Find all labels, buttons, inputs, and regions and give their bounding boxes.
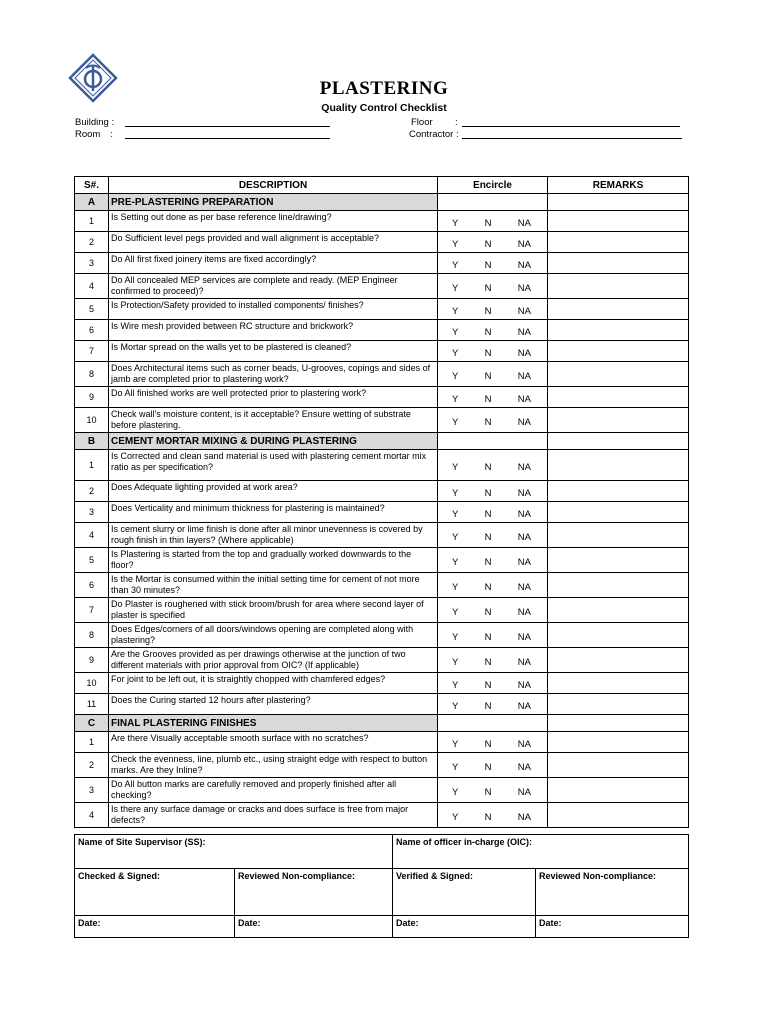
option-na[interactable]: NA (517, 347, 531, 359)
remarks-cell[interactable] (548, 648, 689, 673)
option-y[interactable]: Y (452, 282, 459, 294)
checklist-row (75, 299, 689, 320)
remarks-cell[interactable] (548, 694, 689, 715)
option-y[interactable]: Y (452, 786, 459, 798)
item-number: 5 (75, 548, 109, 573)
remarks-cell[interactable] (548, 548, 689, 573)
option-y[interactable]: Y (452, 259, 459, 271)
option-na[interactable]: NA (517, 326, 531, 338)
checklist-row (75, 648, 689, 673)
option-y[interactable]: Y (452, 416, 459, 428)
option-na[interactable]: NA (517, 487, 531, 499)
option-y[interactable]: Y (452, 217, 459, 229)
encircle-options (438, 673, 548, 694)
checklist-row (75, 548, 689, 573)
verified-signed-field[interactable]: Verified & Signed: (393, 869, 536, 916)
checklist-row (75, 778, 689, 803)
option-y[interactable]: Y (452, 461, 459, 473)
encircle-options (438, 548, 548, 573)
encircle-options (438, 623, 548, 648)
encircle-options (438, 803, 548, 828)
item-description: Check the evenness, line, plumb etc., using straight edge with respect to button marks. Are they Inline? (109, 753, 438, 778)
option-n[interactable]: N (484, 811, 492, 823)
option-n[interactable]: N (484, 487, 492, 499)
item-number: 2 (75, 753, 109, 778)
option-na[interactable]: NA (517, 508, 531, 520)
section-remarks-blank (548, 715, 689, 732)
remarks-cell[interactable] (548, 753, 689, 778)
item-number: 9 (75, 648, 109, 673)
item-number: 10 (75, 408, 109, 433)
option-n[interactable]: N (484, 305, 492, 317)
remarks-cell[interactable] (548, 523, 689, 548)
encircle-options (438, 648, 548, 673)
encircle-options (438, 211, 548, 232)
section-remarks-blank (548, 194, 689, 211)
floor-colon: : (455, 117, 458, 128)
item-description: Do All finished works are well protected prior to plastering work? (109, 387, 438, 408)
item-number: 8 (75, 362, 109, 387)
ynna-group (440, 256, 545, 271)
section-remarks-blank (548, 433, 689, 450)
option-y[interactable]: Y (452, 581, 459, 593)
encircle-options (438, 753, 548, 778)
document-title: PLASTERING (319, 78, 449, 99)
section-code: A (75, 194, 109, 211)
item-description: Does Adequate lighting provided at work area? (109, 481, 438, 502)
ynna-group (440, 603, 545, 618)
checklist-row (75, 732, 689, 753)
ynna-group (440, 758, 545, 773)
ynna-group (440, 302, 545, 317)
remarks-cell[interactable] (548, 274, 689, 299)
col-encircle-header: Encircle (438, 177, 548, 194)
option-y[interactable]: Y (452, 370, 459, 382)
option-na[interactable]: NA (517, 811, 531, 823)
remarks-cell[interactable] (548, 803, 689, 828)
option-y[interactable]: Y (452, 700, 459, 712)
item-number: 7 (75, 598, 109, 623)
section-encircle-blank (438, 433, 548, 450)
option-y[interactable]: Y (452, 347, 459, 359)
item-number: 2 (75, 232, 109, 253)
date-field-1[interactable]: Date: (75, 916, 235, 938)
checklist-row (75, 694, 689, 715)
item-description: For joint to be left out, it is straightly chopped with chamfered edges? (109, 673, 438, 694)
remarks-cell[interactable] (548, 732, 689, 753)
checklist-row (75, 232, 689, 253)
item-description: Do All button marks are carefully removed and properly finished after all checking? (109, 778, 438, 803)
item-number: 1 (75, 211, 109, 232)
date-field-3[interactable]: Date: (393, 916, 536, 938)
option-na[interactable]: NA (517, 370, 531, 382)
checklist-row (75, 253, 689, 274)
option-y[interactable]: Y (452, 761, 459, 773)
option-n[interactable]: N (484, 238, 492, 250)
option-y[interactable]: Y (452, 508, 459, 520)
option-na[interactable]: NA (517, 606, 531, 618)
section-title: FINAL PLASTERING FINISHES (109, 715, 438, 732)
option-y[interactable]: Y (452, 238, 459, 250)
remarks-cell[interactable] (548, 778, 689, 803)
option-na[interactable]: NA (517, 531, 531, 543)
ynna-group (440, 653, 545, 668)
checklist-row (75, 320, 689, 341)
remarks-cell[interactable] (548, 408, 689, 433)
item-description: Do All concealed MEP services are complete and ready. (MEP Engineer confirmed to proceed)? (109, 274, 438, 299)
remarks-cell[interactable] (548, 598, 689, 623)
ynna-group (440, 553, 545, 568)
ynna-group (440, 697, 545, 712)
item-description: Does the Curing started 12 hours after plastering? (109, 694, 438, 715)
remarks-cell[interactable] (548, 573, 689, 598)
building-label: Building : (75, 117, 115, 128)
building-field[interactable] (125, 126, 330, 127)
option-na[interactable]: NA (517, 631, 531, 643)
option-y[interactable]: Y (452, 305, 459, 317)
checklist-table (74, 176, 689, 828)
checklist-row (75, 481, 689, 502)
option-y[interactable]: Y (452, 811, 459, 823)
room-label: Room (75, 129, 101, 140)
item-description: Is there any surface damage or cracks and does surface is free from major defects? (109, 803, 438, 828)
item-number: 5 (75, 299, 109, 320)
encircle-options (438, 732, 548, 753)
item-number: 6 (75, 573, 109, 598)
item-description: Do All first fixed joinery items are fixed accordingly? (109, 253, 438, 274)
encircle-options (438, 502, 548, 523)
item-description: Do Plaster is roughened with stick broom/brush for area where second layer of plaster is specified (109, 598, 438, 623)
option-na[interactable]: NA (517, 700, 531, 712)
option-n[interactable]: N (484, 700, 492, 712)
option-n[interactable]: N (484, 606, 492, 618)
item-number: 3 (75, 778, 109, 803)
section-code: B (75, 433, 109, 450)
option-n[interactable]: N (484, 508, 492, 520)
site-supervisor-name-field[interactable]: Name of Site Supervisor (SS): (75, 835, 393, 869)
ynna-group (440, 578, 545, 593)
item-description: Is Protection/Safety provided to installed components/ finishes? (109, 299, 438, 320)
ynna-group (440, 505, 545, 520)
option-na[interactable]: NA (517, 259, 531, 271)
ynna-group (440, 344, 545, 359)
item-number: 4 (75, 803, 109, 828)
document-subtitle: Quality Control Checklist (321, 102, 447, 114)
option-n[interactable]: N (484, 786, 492, 798)
item-number: 3 (75, 502, 109, 523)
option-n[interactable]: N (484, 326, 492, 338)
checklist-row (75, 753, 689, 778)
item-description: Are there Visually acceptable smooth surface with no scratches? (109, 732, 438, 753)
item-number: 10 (75, 673, 109, 694)
remarks-cell[interactable] (548, 320, 689, 341)
room-field[interactable] (125, 138, 330, 139)
item-number: 2 (75, 481, 109, 502)
ynna-group (440, 235, 545, 250)
option-y[interactable]: Y (452, 656, 459, 668)
remarks-cell[interactable] (548, 211, 689, 232)
section-header-row (75, 433, 689, 450)
option-y[interactable]: Y (452, 326, 459, 338)
option-n[interactable]: N (484, 556, 492, 568)
section-encircle-blank (438, 715, 548, 732)
room-colon: : (110, 129, 113, 140)
option-n[interactable]: N (484, 738, 492, 750)
option-na[interactable]: NA (517, 305, 531, 317)
col-description-header: DESCRIPTION (109, 177, 438, 194)
option-na[interactable]: NA (517, 656, 531, 668)
remarks-cell[interactable] (548, 299, 689, 320)
checklist-row (75, 573, 689, 598)
item-description: Is Setting out done as per base reference line/drawing? (109, 211, 438, 232)
item-number: 6 (75, 320, 109, 341)
option-n[interactable]: N (484, 347, 492, 359)
option-y[interactable]: Y (452, 393, 459, 405)
option-na[interactable]: NA (517, 761, 531, 773)
remarks-cell[interactable] (548, 450, 689, 481)
date-field-4[interactable]: Date: (536, 916, 689, 938)
ynna-group (440, 628, 545, 643)
option-y[interactable]: Y (452, 738, 459, 750)
option-n[interactable]: N (484, 259, 492, 271)
ynna-group (440, 528, 545, 543)
ynna-group (440, 783, 545, 798)
remarks-cell[interactable] (548, 253, 689, 274)
encircle-options (438, 778, 548, 803)
section-header-row (75, 715, 689, 732)
checklist-row (75, 387, 689, 408)
encircle-options (438, 450, 548, 481)
option-y[interactable]: Y (452, 606, 459, 618)
item-description: Is Mortar spread on the walls yet to be plastered is cleaned? (109, 341, 438, 362)
ynna-group (440, 279, 545, 294)
ynna-group (440, 735, 545, 750)
floor-label: Floor (411, 117, 433, 128)
remarks-cell[interactable] (548, 481, 689, 502)
item-number: 11 (75, 694, 109, 715)
col-remarks-header: REMARKS (548, 177, 689, 194)
ynna-group (440, 214, 545, 229)
option-n[interactable]: N (484, 761, 492, 773)
item-description: Is Plastering is started from the top and gradually worked downwards to the floor? (109, 548, 438, 573)
remarks-cell[interactable] (548, 362, 689, 387)
section-title: PRE-PLASTERING PREPARATION (109, 194, 438, 211)
ynna-group (440, 484, 545, 499)
option-na[interactable]: NA (517, 581, 531, 593)
option-y[interactable]: Y (452, 631, 459, 643)
ynna-group (440, 808, 545, 823)
encircle-options (438, 362, 548, 387)
option-y[interactable]: Y (452, 531, 459, 543)
section-encircle-blank (438, 194, 548, 211)
option-n[interactable]: N (484, 416, 492, 428)
option-y[interactable]: Y (452, 487, 459, 499)
item-description: Is Corrected and clean sand material is used with plastering cement mortar mix ratio as per specification? (109, 450, 438, 481)
item-description: Check wall's moisture content, is it acceptable? Ensure wetting of substrate before plastering. (109, 408, 438, 433)
encircle-options (438, 387, 548, 408)
item-description: Is the Mortar is consumed within the initial setting time for cement of not more than 30 minutes? (109, 573, 438, 598)
item-description: Does Edges/corners of all doors/windows opening are completed along with plastering? (109, 623, 438, 648)
table-header-row (75, 177, 689, 194)
encircle-options (438, 253, 548, 274)
reviewed-noncompliance-field-1[interactable]: Reviewed Non-compliance: (235, 869, 393, 916)
item-description: Is Wire mesh provided between RC structure and brickwork? (109, 320, 438, 341)
option-n[interactable]: N (484, 217, 492, 229)
encircle-options (438, 320, 548, 341)
encircle-options (438, 481, 548, 502)
encircle-options (438, 523, 548, 548)
reviewed-noncompliance-field-2[interactable]: Reviewed Non-compliance: (536, 869, 689, 916)
item-description: Are the Grooves provided as per drawings otherwise at the junction of two different materials with prior approval from OIC? (If applicable) (109, 648, 438, 673)
option-n[interactable]: N (484, 679, 492, 691)
option-na[interactable]: NA (517, 282, 531, 294)
item-number: 8 (75, 623, 109, 648)
item-number: 4 (75, 274, 109, 299)
item-number: 1 (75, 450, 109, 481)
option-n[interactable]: N (484, 656, 492, 668)
floor-field[interactable] (462, 126, 680, 127)
ynna-group (440, 390, 545, 405)
ynna-group (440, 458, 545, 473)
date-field-2[interactable]: Date: (235, 916, 393, 938)
checklist-row (75, 598, 689, 623)
item-description: Does Architectural items such as corner beads, U-grooves, copings and sides of jamb are completed prior to plastering work? (109, 362, 438, 387)
option-y[interactable]: Y (452, 556, 459, 568)
encircle-options (438, 274, 548, 299)
remarks-cell[interactable] (548, 502, 689, 523)
signature-table (74, 834, 689, 938)
checklist-row (75, 408, 689, 433)
option-n[interactable]: N (484, 531, 492, 543)
encircle-options (438, 299, 548, 320)
contractor-field[interactable] (462, 138, 682, 139)
option-na[interactable]: NA (517, 679, 531, 691)
encircle-options (438, 573, 548, 598)
item-description: Is cement slurry or lime finish is done after all minor unevenness is covered by rough finish in thin layers? (Where applicable) (109, 523, 438, 548)
remarks-cell[interactable] (548, 341, 689, 362)
checklist-row (75, 803, 689, 828)
option-na[interactable]: NA (517, 556, 531, 568)
option-na[interactable]: NA (517, 416, 531, 428)
option-na[interactable]: NA (517, 217, 531, 229)
checklist-row (75, 673, 689, 694)
item-number: 4 (75, 523, 109, 548)
option-n[interactable]: N (484, 393, 492, 405)
col-sn-header: S#. (75, 177, 109, 194)
option-na[interactable]: NA (517, 461, 531, 473)
section-header-row (75, 194, 689, 211)
option-y[interactable]: Y (452, 679, 459, 691)
ynna-group (440, 367, 545, 382)
encircle-options (438, 598, 548, 623)
contractor-label: Contractor : (409, 129, 459, 140)
remarks-cell[interactable] (548, 623, 689, 648)
ynna-group (440, 676, 545, 691)
checked-signed-field[interactable]: Checked & Signed: (75, 869, 235, 916)
remarks-cell[interactable] (548, 232, 689, 253)
item-description: Do Sufficient level pegs provided and wall alignment is acceptable? (109, 232, 438, 253)
option-n[interactable]: N (484, 631, 492, 643)
section-title: CEMENT MORTAR MIXING & DURING PLASTERING (109, 433, 438, 450)
encircle-options (438, 408, 548, 433)
ynna-group (440, 323, 545, 338)
checklist-row (75, 362, 689, 387)
item-number: 1 (75, 732, 109, 753)
option-n[interactable]: N (484, 370, 492, 382)
encircle-options (438, 232, 548, 253)
checklist-row (75, 341, 689, 362)
option-n[interactable]: N (484, 581, 492, 593)
checklist-row (75, 523, 689, 548)
option-na[interactable]: NA (517, 393, 531, 405)
checklist-row (75, 623, 689, 648)
item-number: 3 (75, 253, 109, 274)
section-code: C (75, 715, 109, 732)
option-n[interactable]: N (484, 282, 492, 294)
ynna-group (440, 413, 545, 428)
checklist-row (75, 211, 689, 232)
option-n[interactable]: N (484, 461, 492, 473)
option-na[interactable]: NA (517, 738, 531, 750)
remarks-cell[interactable] (548, 387, 689, 408)
checklist-row (75, 274, 689, 299)
encircle-options (438, 341, 548, 362)
item-number: 7 (75, 341, 109, 362)
oic-name-field[interactable]: Name of officer in-charge (OIC): (393, 835, 689, 869)
item-description: Does Verticality and minimum thickness for plastering is maintained? (109, 502, 438, 523)
remarks-cell[interactable] (548, 673, 689, 694)
item-number: 9 (75, 387, 109, 408)
option-na[interactable]: NA (517, 786, 531, 798)
option-na[interactable]: NA (517, 238, 531, 250)
encircle-options (438, 694, 548, 715)
checklist-row (75, 502, 689, 523)
checklist-row (75, 450, 689, 481)
